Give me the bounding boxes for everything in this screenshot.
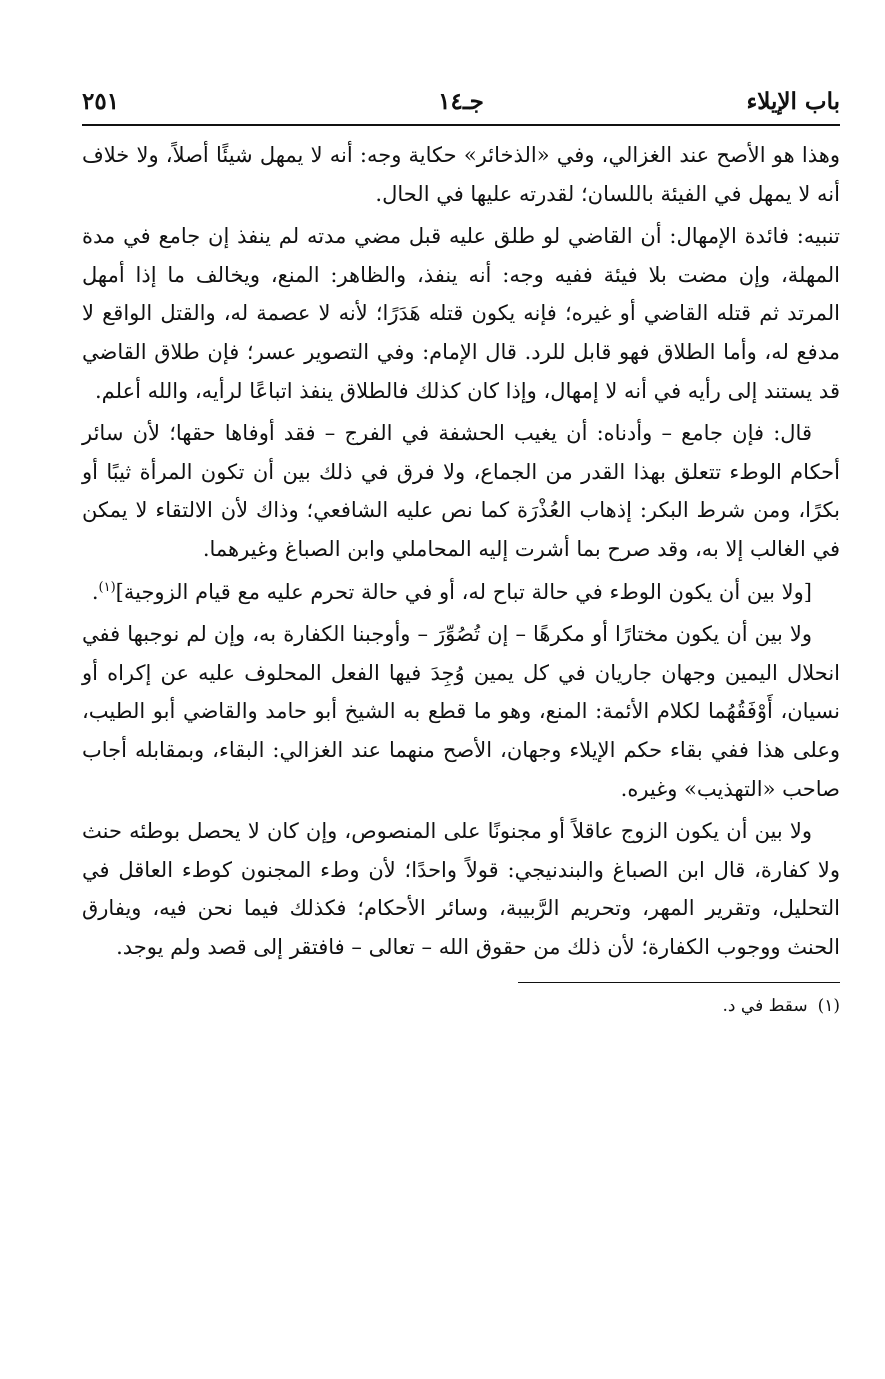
paragraph-4: [82, 573, 840, 612]
footnote-text: سقط في د.: [722, 996, 808, 1017]
paragraph-5: ولا بين أن يكون مختارًا أو مكرهًا – إن تُصُوِّرَ – وأوجبنا الكفارة به، وإن لم نوجبها ففي انحلال اليمين وجهان جاريان في كل يمين وُجِدَ فيها الفعل المحلوف عليه عن إكراه أو نسيان، أَوْفَقُهُما لكلام الأئمة: المنع، وهو ما قطع به الشيخ أبو حامد والقاضي أبو الطيب، وعلى هذا ففي بقاء حكم الإيلاء وجهان، الأصح منهما عند الغزالي: البقاء، وبمقابله أجاب صاحب «التهذيب» وغيره.: [82, 622, 840, 801]
paragraph-6: ولا بين أن يكون الزوج عاقلاً أو مجنونًا على المنصوص، وإن كان لا يحصل بوطئه حنث ولا كفارة، قال ابن الصباغ والبندنيجي: قولاً واحدًا؛ لأن وطء المجنون كوطء العاقل في التحليل، وتقرير المهر، وتحريم الرَّبيبة، وسائر الأحكام؛ فكذلك فيما نحن فيه، ويفارق الحنث ووجوب الكفارة؛ لأن ذلك من حقوق الله – تعالى – فافتقر إلى قصد ولم يوجد.: [82, 819, 840, 959]
paragraph-4-text: [ولا بين أن يكون الوطء في حالة تباح له، أو في حالة تحرم عليه مع قيام الزوجية]: [115, 579, 812, 604]
paragraph-4-tail: .: [91, 579, 99, 604]
page-number: ٢٥١: [82, 88, 120, 115]
paragraph-1: وهذا هو الأصح عند الغزالي، وفي «الذخائر» حكاية وجه: أنه لا يمهل شيئًا أصلاً، ولا خلاف أنه لا يمهل في الفيئة باللسان؛ لقدرته عليها في الحال.: [82, 143, 840, 206]
footnote-number: (١): [817, 996, 840, 1017]
paragraph-2: تنبيه: فائدة الإمهال: أن القاضي لو طلق عليه قبل مضي مدته لم ينفذ إن جامع في مدة المهلة، وإن مضت بلا فيئة ففيه وجه: أنه ينفذ، والظاهر: المنع، ويخالف ما إذا أمهل المرتد ثم قتله القاضي أو غيره؛ فإنه يكون قتله هَدَرًا؛ لأنه لا عصمة له، والقتل الواقع لا مدفع له، وأما الطلاق فهو قابل للرد. قال الإمام: وفي التصوير عسر؛ فإن طلاق القاضي قد يستند إلى رأيه في أنه لا إمهال، وإذا كان كذلك فالطلاق ينفذ اتباعًا لرأيه، والله أعلم.: [82, 224, 840, 403]
footnote-reference[interactable]: (١): [98, 579, 116, 595]
footnote-rule: [518, 982, 840, 983]
section-title: باب الإيلاء: [746, 88, 840, 115]
footnote: [82, 993, 840, 1019]
volume-number: جـ١٤: [438, 88, 484, 115]
running-header: [82, 82, 840, 122]
paragraph-3: قال: فإن جامع – وأدناه: أن يغيب الحشفة في الفرج – فقد أوفاها حقها؛ لأن سائر أحكام الوطء تتعلق بهذا القدر من الجماع، ولا فرق في ذلك بين أن تكون المرأة ثيبًا أو بكرًا، ومن شرط البكر: إذهاب العُذْرَة كما نص عليه الشافعي؛ وذاك لأن الالتقاء لا يمكن في الغالب إلا به، وقد صرح بما أشرت إليه المحاملي وابن الصباغ وغيرهما.: [82, 421, 840, 561]
book-page: [82, 82, 840, 1019]
body-text: [82, 136, 840, 966]
header-rule: [82, 124, 840, 126]
